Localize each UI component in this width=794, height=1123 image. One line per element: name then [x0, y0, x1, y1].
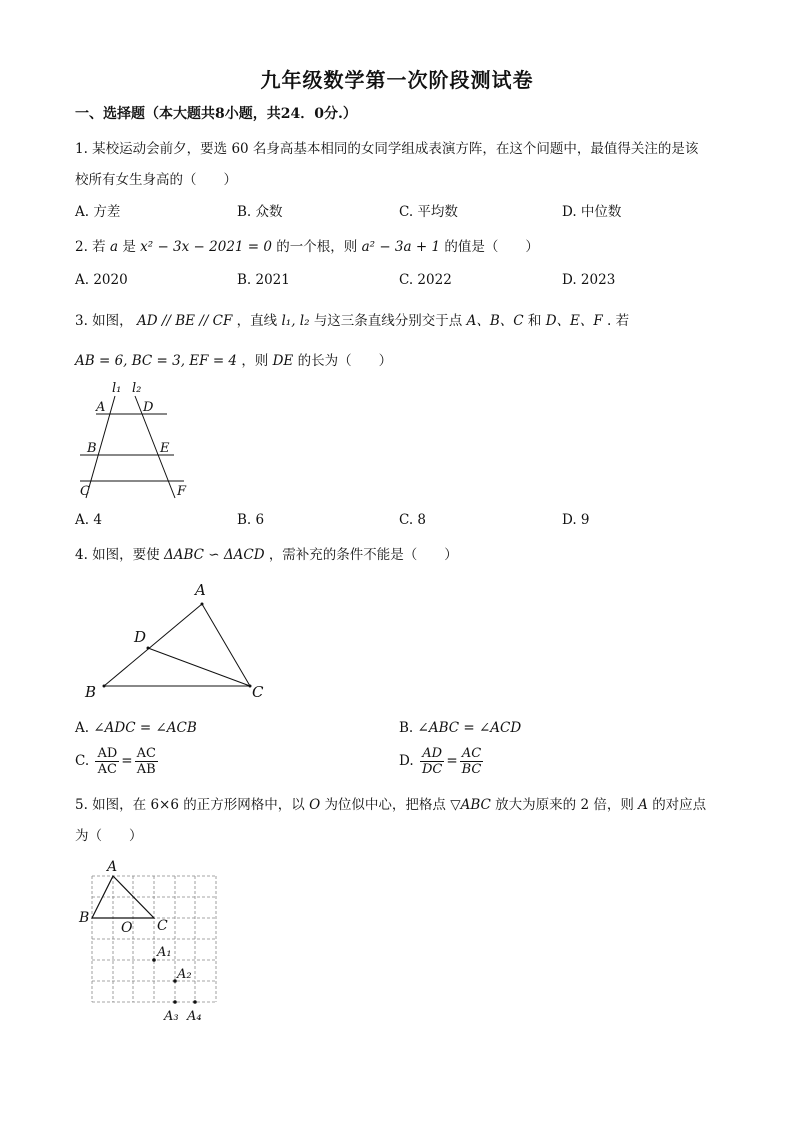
q4-prefix: 4. 如图，要使 — [75, 547, 160, 563]
q3-given: AB = 6, BC = 3, EF = 4 — [75, 353, 238, 369]
q4-label-b: B — [85, 683, 97, 701]
q2-suffix: 的值是（ ） — [444, 239, 539, 255]
q2-mid1: 是 — [122, 239, 136, 255]
q4-option-c-den1: AC — [97, 762, 118, 777]
q4-similar: ΔABC ∽ ΔACD — [163, 547, 265, 563]
q4-side-ab — [104, 604, 202, 686]
q4-option-d-equals: = — [446, 753, 458, 769]
q4-point-a — [201, 603, 204, 606]
q1-option-a: A. 方差 — [75, 204, 121, 220]
q3-label-a: A — [96, 400, 106, 415]
q5-mid3: 放大为原来的 2 倍，则 — [495, 797, 634, 813]
q5-label-a1: A₁ — [157, 945, 172, 960]
q5-label-a3: A₃ — [164, 1009, 179, 1024]
page-title: 九年级数学第一次阶段测试卷 — [260, 68, 534, 92]
q1-option-b: B. 众数 — [237, 204, 283, 220]
q5-suffix: 的对应点 — [652, 797, 707, 813]
q5-point-a3 — [173, 1000, 177, 1004]
q4-label-c: C — [252, 683, 264, 701]
q3-points: A、B、C — [466, 313, 524, 329]
q3-line2-end: 的长为（ ） — [297, 353, 393, 369]
q4-option-c-den2: AB — [136, 762, 156, 777]
q4-label-d: D — [134, 628, 147, 646]
q4-text — [75, 543, 458, 563]
q5-label-a: A — [107, 859, 118, 875]
q3-prefix: 3. 如图， — [75, 313, 133, 329]
q3-end: . 若 — [607, 313, 630, 329]
q4-option-b — [399, 720, 521, 736]
q3-suffix: 与这三条直线分别交于点 — [313, 313, 463, 329]
q3-label-f: F — [177, 484, 187, 499]
q2-text — [75, 235, 539, 255]
q5-label-a4: A₄ — [187, 1009, 202, 1024]
q4-option-a-label: A. — [75, 720, 90, 736]
q4-option-d-den2: BC — [461, 762, 482, 777]
q5-mid2: 为位似中心，把格点 — [324, 797, 446, 813]
q3-label-l1: l₁ — [112, 381, 122, 396]
q3-line2-var: DE — [272, 353, 294, 369]
q4-option-c-fraction2 — [135, 746, 158, 777]
q2-equation: x² − 3x − 2021 = 0 — [140, 239, 272, 255]
q4-option-c-equals: = — [121, 753, 133, 769]
q4-option-c-label: C. — [75, 753, 90, 769]
q3-and: 和 — [527, 313, 542, 329]
q4-segment-dc — [148, 648, 250, 686]
q1-text-line1: 1. 某校运动会前夕，要选 60 名身高基本相同的女同学组成表演方阵，在这个问题中，最值得关注的是该 — [75, 141, 699, 157]
q3-figure — [72, 378, 202, 503]
q3-label-l2: l₂ — [132, 381, 142, 396]
q3-label-b: B — [87, 441, 97, 456]
q1-option-c: C. 平均数 — [399, 204, 458, 220]
q3-label-d: D — [143, 400, 154, 415]
q4-option-c — [75, 746, 160, 777]
q3-parallel: AD // BE // CF — [136, 313, 233, 329]
q3-text-line2 — [75, 349, 392, 369]
q4-option-d-fraction1 — [420, 746, 444, 777]
q5-center: O — [309, 797, 321, 813]
q2-prefix: 2. 若 — [75, 239, 106, 255]
q4-side-ac — [202, 604, 250, 686]
q5-grid: 6×6 — [150, 797, 179, 813]
q4-option-c-fraction1 — [95, 746, 119, 777]
q4-point-d — [147, 647, 150, 650]
q5-point-a1 — [152, 958, 156, 962]
q4-option-b-label: B. — [399, 720, 414, 736]
q3-label-e: E — [160, 441, 170, 456]
q4-option-a — [75, 720, 197, 736]
q3-points2: D、E、F — [545, 313, 603, 329]
q5-point-a4 — [193, 1000, 197, 1004]
q4-option-d — [399, 746, 485, 777]
q3-text-line1 — [75, 309, 629, 329]
q2-expression: a² − 3a + 1 — [361, 239, 441, 255]
q2-option-c: C. 2022 — [399, 272, 452, 288]
q5-prefix: 5. 如图，在 — [75, 797, 147, 813]
q2-option-d: D. 2023 — [562, 272, 616, 288]
q3-mid: ，直线 — [236, 313, 278, 329]
q3-label-c: C — [80, 484, 90, 499]
q3-line2-mid: ，则 — [241, 353, 269, 369]
q5-figure — [76, 855, 236, 1030]
q5-label-o: O — [121, 920, 133, 936]
q4-option-a-value: ∠ADC = ∠ACB — [93, 720, 197, 736]
q1-option-d: D. 中位数 — [562, 204, 622, 220]
q4-option-d-num2: AC — [460, 746, 484, 762]
q5-var: A — [638, 797, 648, 813]
q4-option-d-den1: DC — [421, 762, 443, 777]
q5-text-line1 — [75, 793, 706, 813]
q1-text-line2: 校所有女生身高的（ ） — [75, 172, 237, 188]
q3-lines: l₁, l₂ — [281, 313, 310, 329]
q5-text-line2: 为（ ） — [75, 828, 143, 844]
q4-label-a: A — [195, 581, 206, 599]
q2-option-b: B. 2021 — [237, 272, 290, 288]
q2-var-a: a — [109, 239, 119, 255]
q3-option-c: C. 8 — [399, 512, 427, 528]
q5-triangle: ▽ABC — [450, 797, 491, 813]
q4-option-b-value: ∠ABC = ∠ACD — [417, 720, 522, 736]
q5-label-b: B — [79, 910, 90, 926]
q2-mid2: 的一个根，则 — [276, 239, 358, 255]
q4-option-c-num1: AD — [97, 746, 118, 761]
section-heading: 一、选择题（本大题共8小题，共24．0分.） — [75, 106, 357, 122]
q5-label-a2: A₂ — [177, 967, 192, 982]
q5-grid — [92, 876, 216, 1002]
q3-option-a: A. 4 — [75, 512, 102, 528]
q5-mid1: 的正方形网格中，以 — [183, 797, 305, 813]
q4-figure — [80, 575, 280, 705]
q3-option-d: D. 9 — [562, 512, 590, 528]
q4-option-d-label: D. — [399, 753, 414, 769]
q4-option-c-num2: AC — [136, 746, 156, 761]
q2-option-a: A. 2020 — [75, 272, 128, 288]
q5-label-c: C — [157, 918, 168, 934]
q4-option-d-fraction2 — [460, 746, 484, 777]
q3-option-b: B. 6 — [237, 512, 265, 528]
q4-option-d-num1: AD — [420, 746, 444, 762]
q4-suffix: ，需补充的条件不能是（ ） — [268, 547, 458, 563]
q4-point-b — [103, 685, 106, 688]
